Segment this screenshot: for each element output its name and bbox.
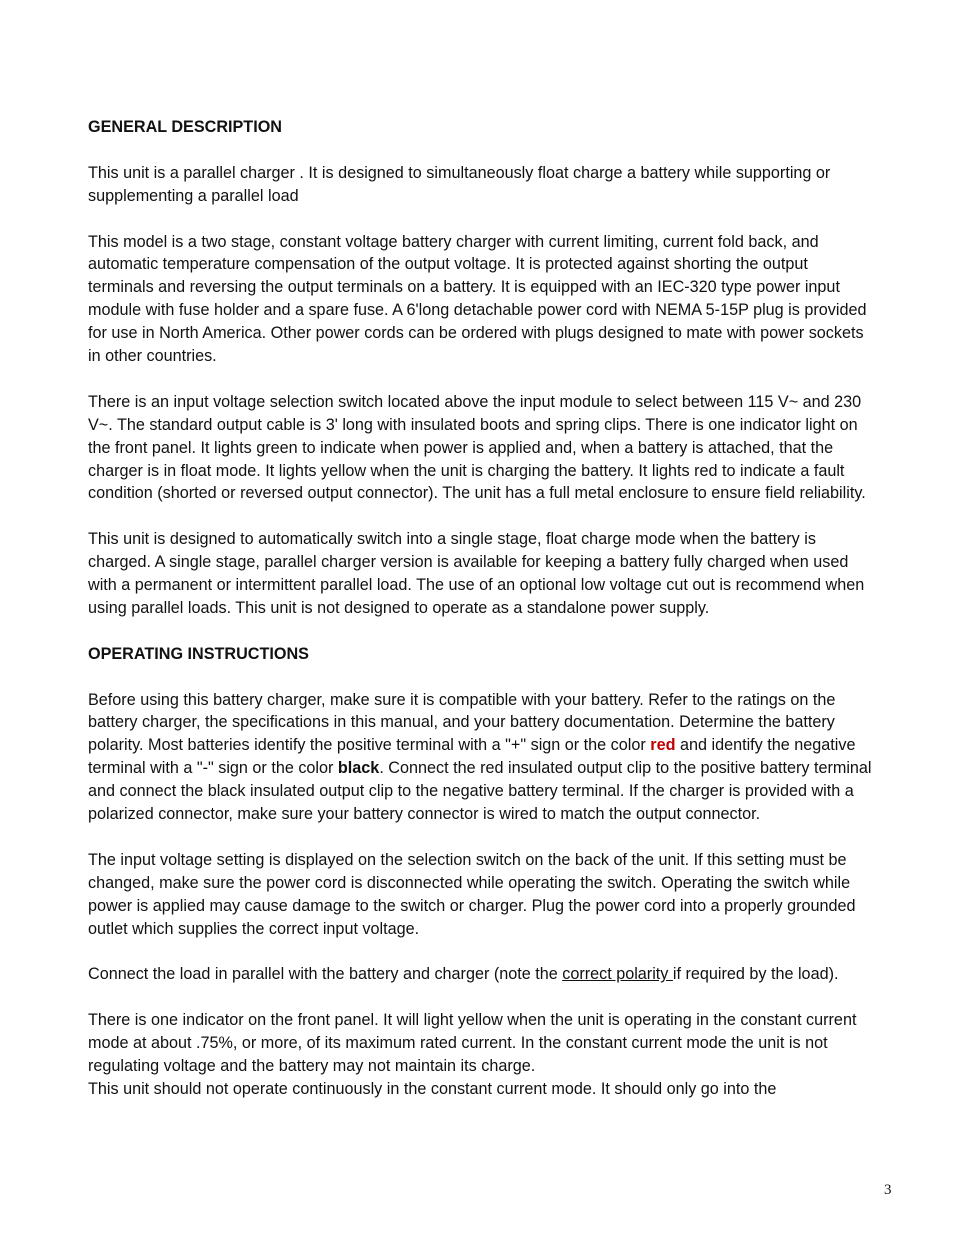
paragraph: This model is a two stage, constant voltage battery charger with current limiting, current fold back, and automatic temperature compensation of the output voltage. It is protected against shorting the output terminals and reversing the output terminals on a battery. It is equipped with an IEC-320 type power input module with fuse holder and a spare fuse. A 6'long detachable power cord with NEMA 5-15P plug is provided for use in North America. Other power cords can be ordered with plugs designed to mate with power sockets in other countries. (88, 232, 867, 366)
red-emphasis: red (650, 736, 676, 755)
section-heading-operating-instructions: OPERATING INSTRUCTIONS (88, 644, 309, 663)
text-run: Connect the load in parallel with the battery and charger (note the (88, 965, 563, 984)
paragraph: The input voltage setting is displayed on the selection switch on the back of the unit. If this setting must be changed, make sure the power cord is disconnected while operating the switch. Operating the switch while power is applied may cause damage to the switch or charger. Plug the power cord into a properly grounded outlet which supplies the correct input voltage. (88, 850, 856, 938)
paragraph (88, 963, 878, 986)
paragraph: This unit is a parallel charger . It is designed to simultaneously float charge a battery while supporting or supplementing a parallel load (88, 163, 831, 205)
paragraph: There is an input voltage selection switch located above the input module to select between 115 V~ and 230 V~. The standard output cable is 3' long with insulated boots and spring clips. There is one indicator light on the front panel. It lights green to indicate when power is applied and, when a battery is attached, that the charger is in float mode. It lights yellow when the unit is charging the battery. It lights red to indicate a fault condition (shorted or reversed output connector). The unit has a full metal enclosure to ensure field reliability. (88, 392, 866, 503)
text-run: Before using this battery charger, make sure it is compatible with your battery. Refer to the ratings on the battery charger, the specifications in this manual, and your battery documentation. Determine the battery polarity. Most batteries identify the positive terminal with a "+" sign or the color (88, 690, 836, 755)
paragraph: This unit should not operate continuously in the constant current mode. It should only go into the (88, 1079, 777, 1098)
paragraph (88, 689, 878, 826)
document-body (88, 116, 878, 1101)
text-run: and identify the negative terminal with a "-" sign or the color (88, 736, 856, 778)
paragraph: This unit is designed to automatically switch into a single stage, float charge mode when the battery is charged. A single stage, parallel charger version is available for keeping a battery fully charged when used with a permanent or intermittent parallel load. The use of an optional low voltage cut out is recommend when using parallel loads. This unit is not designed to operate as a standalone power supply. (88, 530, 865, 617)
page-number: 3 (884, 1182, 892, 1198)
text-run: . Connect the red insulated output clip to the positive battery terminal and connect the black insulated output clip to the negative battery terminal. If the charger is provided with a polarized connector, make sure your battery connector is wired to match the output connector. (88, 759, 872, 824)
text-run: if required by the load). (672, 965, 839, 984)
section-heading-general-description: GENERAL DESCRIPTION (88, 118, 282, 136)
paragraph: There is one indicator on the front panel. It will light yellow when the unit is operating in the constant current mode at about .75%, or more, of its maximum rated current. In the constant current mode the unit is not regulating voltage and the battery may not maintain its charge. (88, 1011, 857, 1076)
black-emphasis: black (337, 759, 380, 778)
underlined-text: correct polarity (562, 965, 673, 984)
